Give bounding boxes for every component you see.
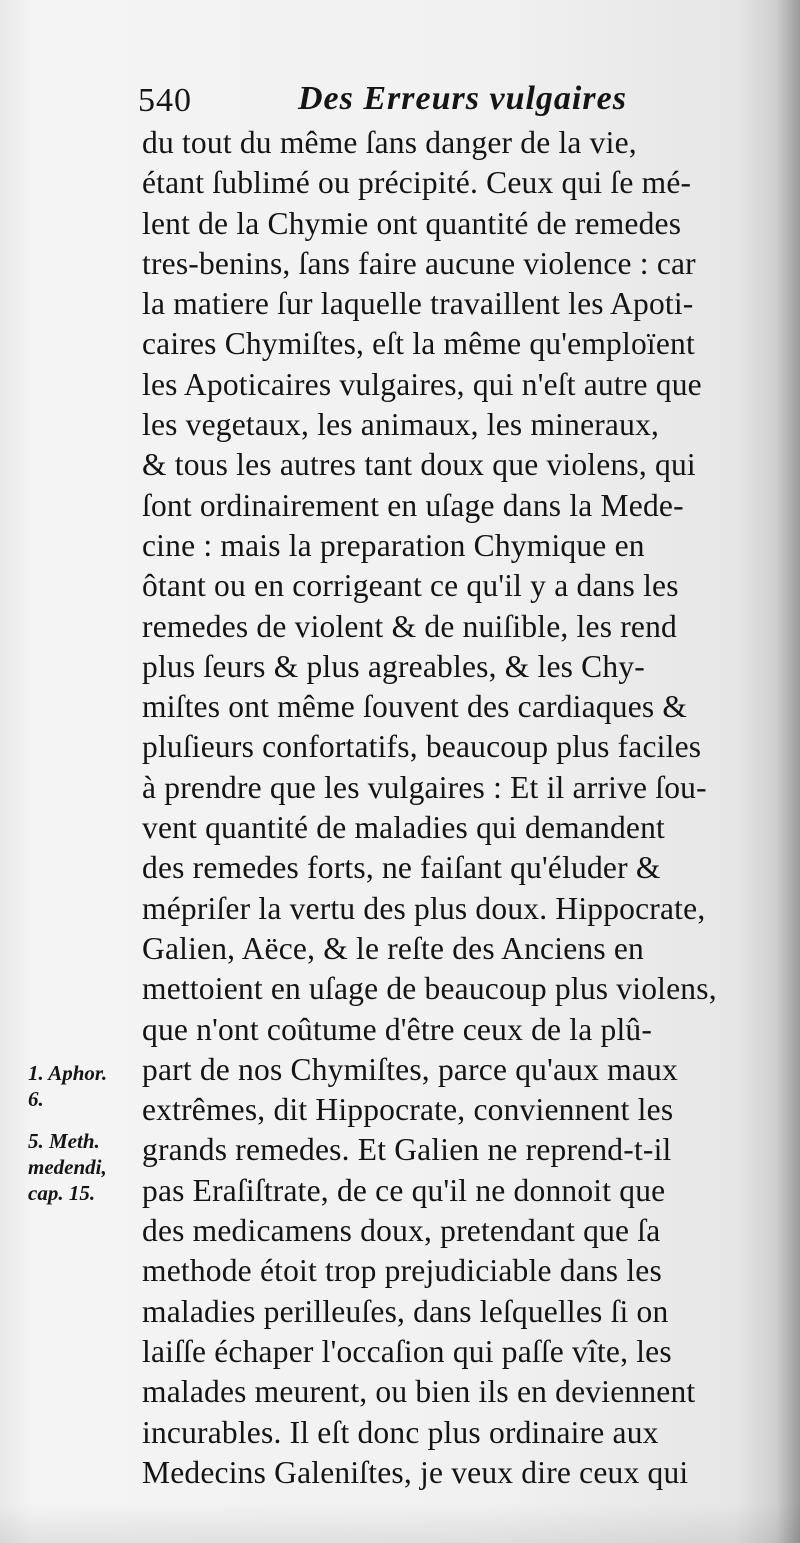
text-line: & tous les autres tant doux que violens, qui [142,447,696,483]
margin-note: 1. Aphor. [28,1061,108,1085]
text-line: lent de la Chymie ont quantité de remedes [142,205,682,241]
margin-note: cap. 15. [28,1181,96,1205]
text-line: maladies perilleuſes, dans leſquelles ſi on [142,1293,669,1329]
text-line: les Apoticaires vulgaires, qui n'eſt autre que [142,366,702,402]
text-line: extrêmes, dit Hippocrate, conviennent les [142,1092,674,1128]
text-line: vent quantité de maladies qui demandent [142,810,666,846]
text-line: tres-benins, ſans faire aucune violence : car [142,245,696,281]
text-line: miſtes ont même ſouvent des cardiaques & [142,689,688,725]
running-head [138,76,658,122]
text-line: ôtant ou en corrigeant ce qu'il y a dans les [142,568,679,604]
text-line: étant ſublimé ou précipité. Ceux qui ſe mé- [142,165,692,201]
text-line: ſont ordinairement en uſage dans la Mede- [142,487,684,523]
running-title: Des Erreurs vulgaires [298,80,627,117]
text-line: du tout du même ſans danger de la vie, [142,125,637,160]
text-line: part de nos Chymiſtes, parce qu'aux maux [142,1051,678,1087]
margin-note: 5. Meth. [28,1129,100,1153]
text-line: la matiere ſur laquelle travaillent les Apoti- [142,286,694,322]
text-line: plus ſeurs & plus agreables, & les Chy- [142,648,645,684]
text-line: mépriſer la vertu des plus doux. Hippocrate, [142,890,706,926]
text-line: à prendre que les vulgaires : Et il arrive ſou- [142,769,707,805]
text-line: des remedes forts, ne faiſant qu'éluder & [142,850,661,886]
text-line: Medecins Galeniſtes, je veux dire ceux qui [142,1454,689,1490]
margin-note: 6. [28,1087,44,1111]
text-line: malades meurent, ou bien ils en deviennent [142,1374,696,1410]
text-line: cine : mais la preparation Chymique en [142,527,645,563]
text-line: Galien, Aëce, & le reſte des Anciens en [142,930,644,966]
page-number: 540 [138,82,192,119]
margin-note: medendi, [28,1155,107,1179]
text-line: laiſſe échaper l'occaſion qui paſſe vîte, les [142,1333,672,1369]
text-line: les vegetaux, les animaux, les mineraux, [142,407,660,443]
text-line: des medicamens doux, pretendant que ſa [142,1213,661,1249]
body-text [142,123,762,1493]
margin-notes [28,1060,138,1206]
text-line: mettoient en uſage de beaucoup plus violens, [142,971,717,1007]
text-line: incurables. Il eſt donc plus ordinaire aux [142,1414,659,1450]
text-line: remedes de violent & de nuiſible, les rend [142,608,677,644]
text-line: pas Eraſiſtrate, de ce qu'il ne donnoit que [142,1172,666,1208]
text-line: que n'ont coûtume d'être ceux de la plû- [142,1011,653,1047]
text-line: grands remedes. Et Galien ne reprend-t-il [142,1132,672,1168]
text-line: methode étoit trop prejudiciable dans les [142,1253,662,1289]
text-line: pluſieurs confortatifs, beaucoup plus faciles [142,729,702,765]
text-line: caires Chymiſtes, eſt la même qu'emploïent [142,326,695,362]
page-shadow [0,1503,800,1543]
